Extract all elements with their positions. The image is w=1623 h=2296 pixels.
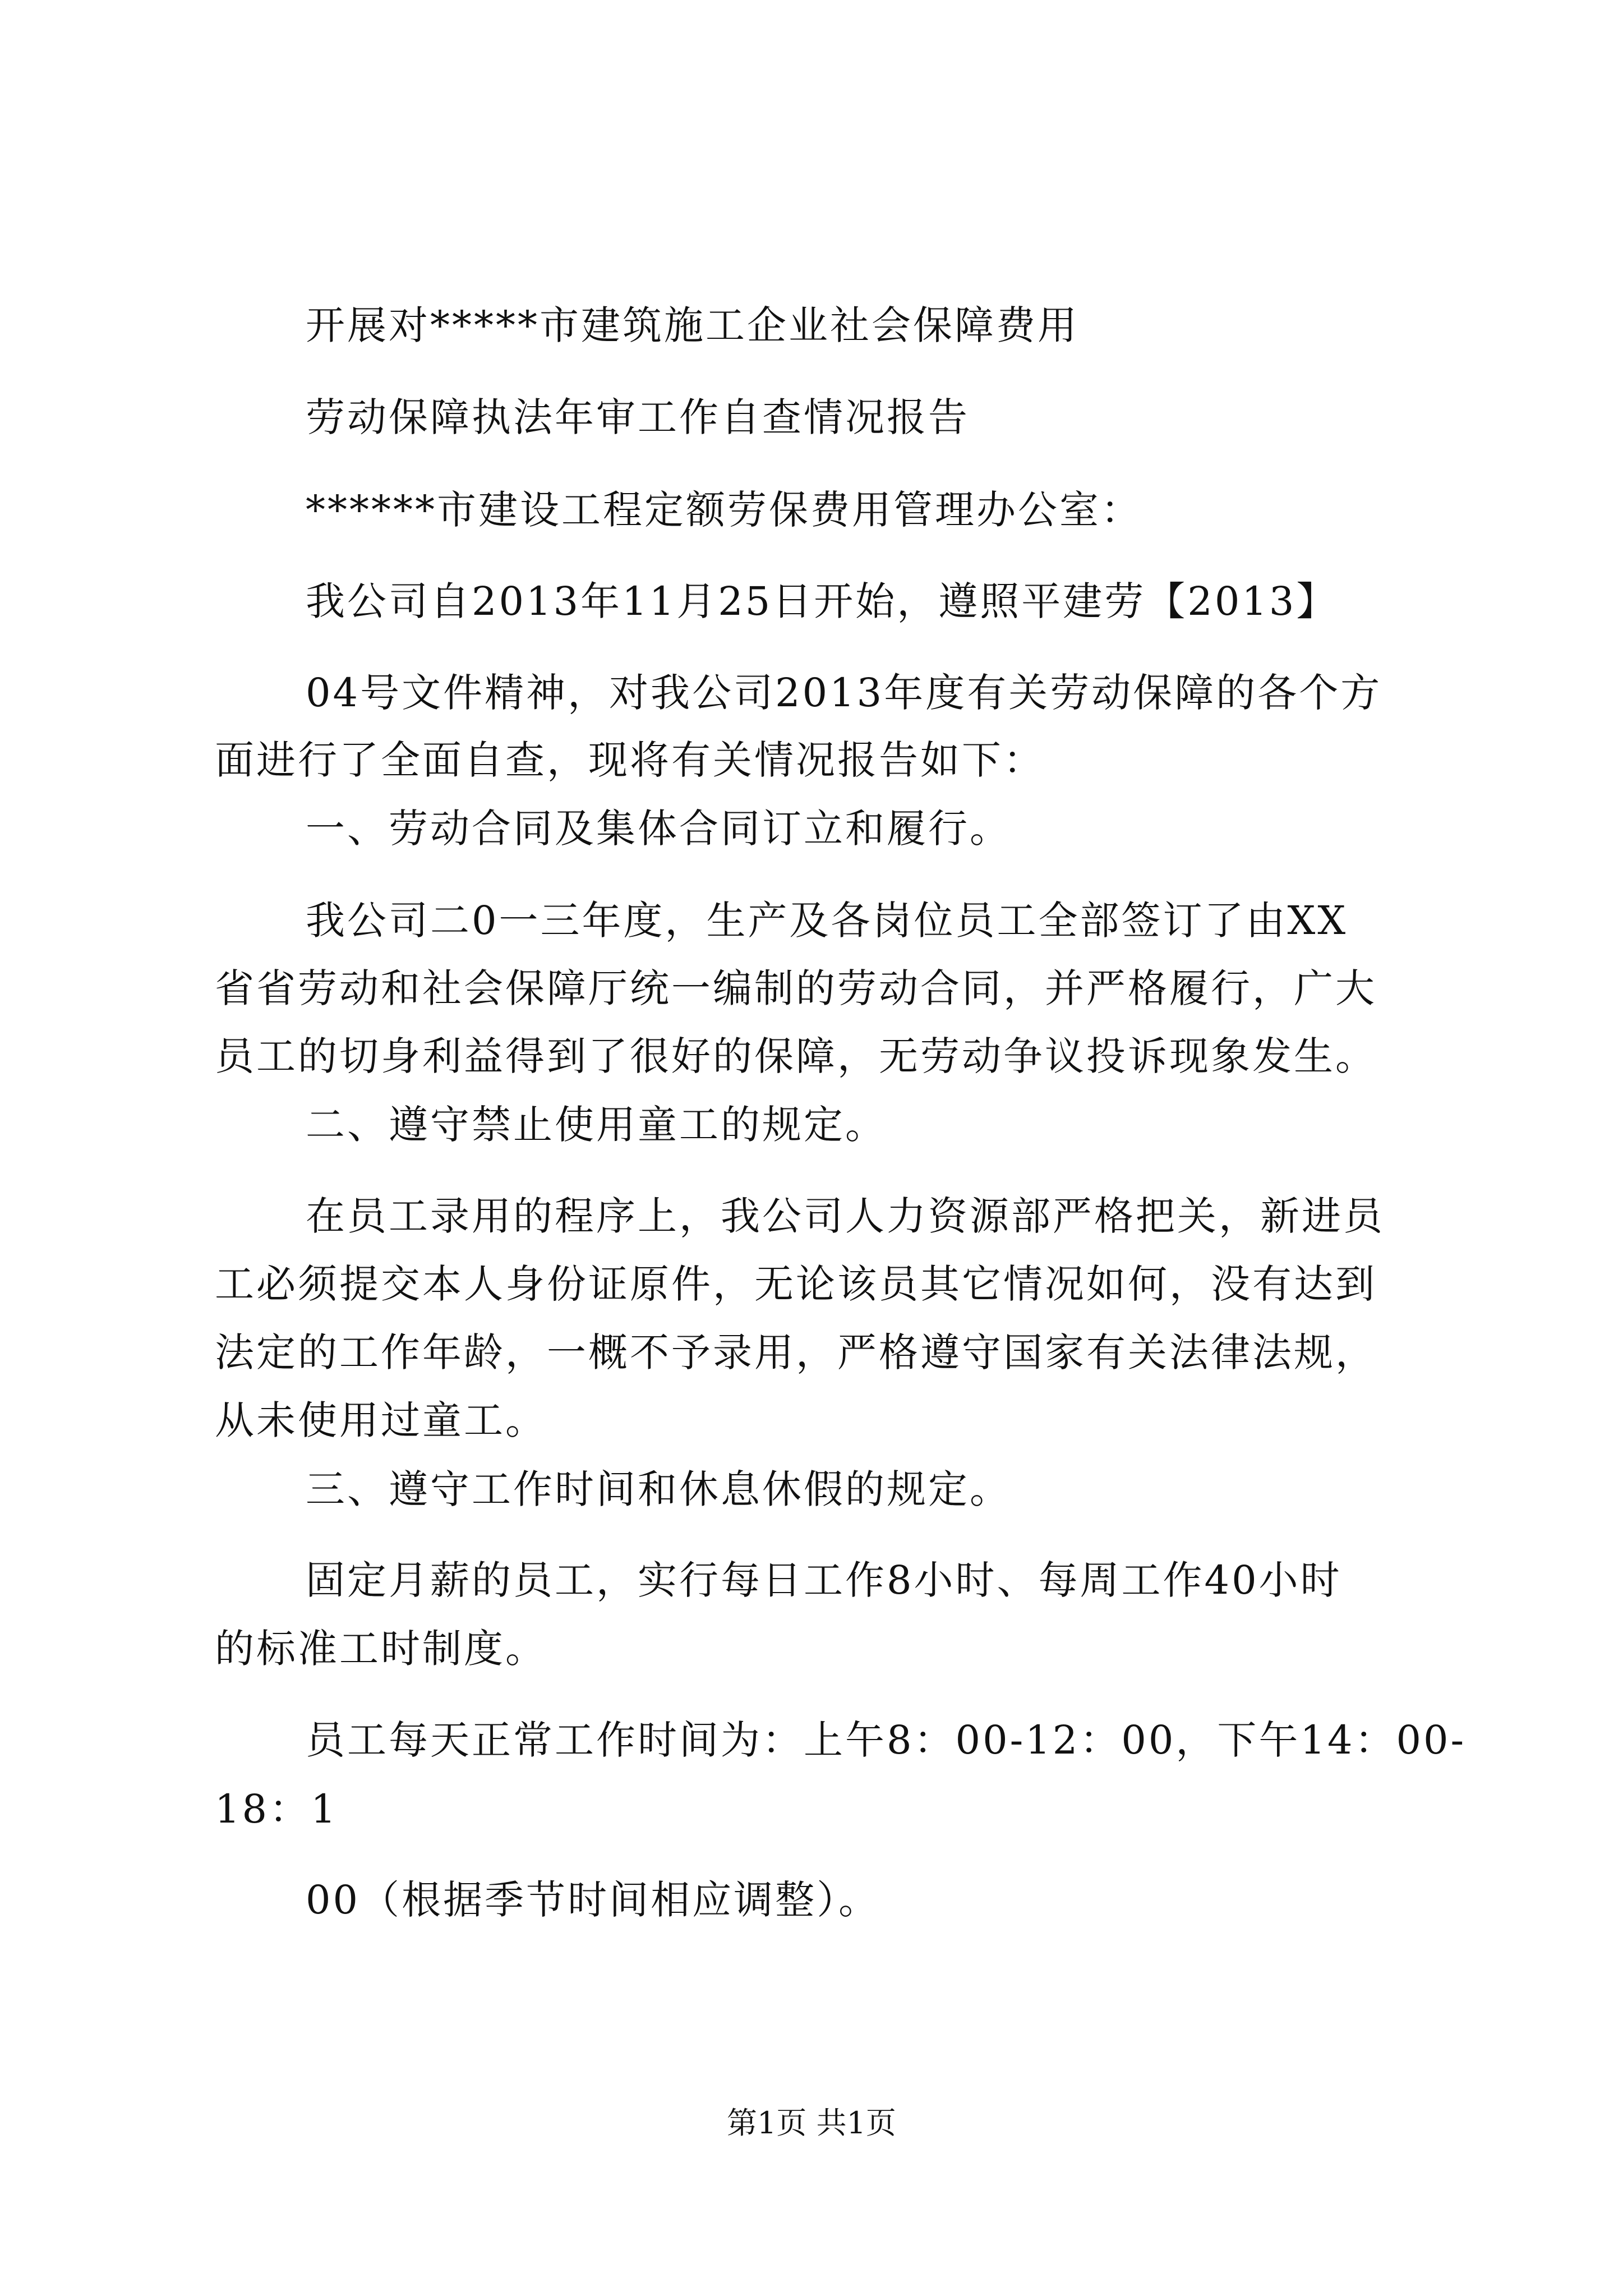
body-line: 04号文件精神，对我公司2013年度有关劳动保障的各个方 [306, 670, 1382, 716]
section-heading-3: 三、遵守工作时间和休息休假的规定。 [306, 1466, 1011, 1512]
section-heading-1: 一、劳动合同及集体合同订立和履行。 [306, 806, 1011, 852]
body-line: 的标准工时制度。 [215, 1626, 547, 1672]
body-line: 从未使用过童工。 [215, 1397, 547, 1443]
body-line: 固定月薪的员工，实行每日工作8小时、每周工作40小时 [306, 1557, 1342, 1603]
body-line: 法定的工作年龄，一概不予录用，严格遵守国家有关法律法规， [215, 1329, 1377, 1375]
page-footer: 第1页 共1页 [727, 2105, 896, 2141]
title-line-2: 劳动保障执法年审工作自查情况报告 [306, 394, 970, 440]
addressee-line: ******市建设工程定额劳保费用管理办公室： [306, 487, 1142, 533]
title-line-1: 开展对*****市建筑施工企业社会保障费用 [306, 302, 1079, 348]
body-line: 00（根据季节时间相应调整）。 [306, 1877, 880, 1923]
section-heading-2: 二、遵守禁止使用童工的规定。 [306, 1102, 887, 1148]
body-line: 员工的切身利益得到了很好的保障，无劳动争议投诉现象发生。 [215, 1033, 1377, 1079]
body-line: 我公司二0一三年度，生产及各岗位员工全部签订了由XX [306, 898, 1348, 944]
body-line: 我公司自2013年11月25日开始，遵照平建劳【2013】 [306, 578, 1338, 624]
body-line: 面进行了全面自查，现将有关情况报告如下： [215, 737, 1045, 783]
body-line: 在员工录用的程序上，我公司人力资源部严格把关，新进员 [306, 1193, 1385, 1239]
body-line: 18：1 [215, 1786, 338, 1832]
body-line: 省省劳动和社会保障厅统一编制的劳动合同，并严格履行，广大 [215, 965, 1377, 1011]
body-line: 工必须提交本人身份证原件，无论该员其它情况如何，没有达到 [215, 1261, 1377, 1307]
body-line: 员工每天正常工作时间为：上午8：00-12：00，下午14：00- [306, 1717, 1467, 1763]
